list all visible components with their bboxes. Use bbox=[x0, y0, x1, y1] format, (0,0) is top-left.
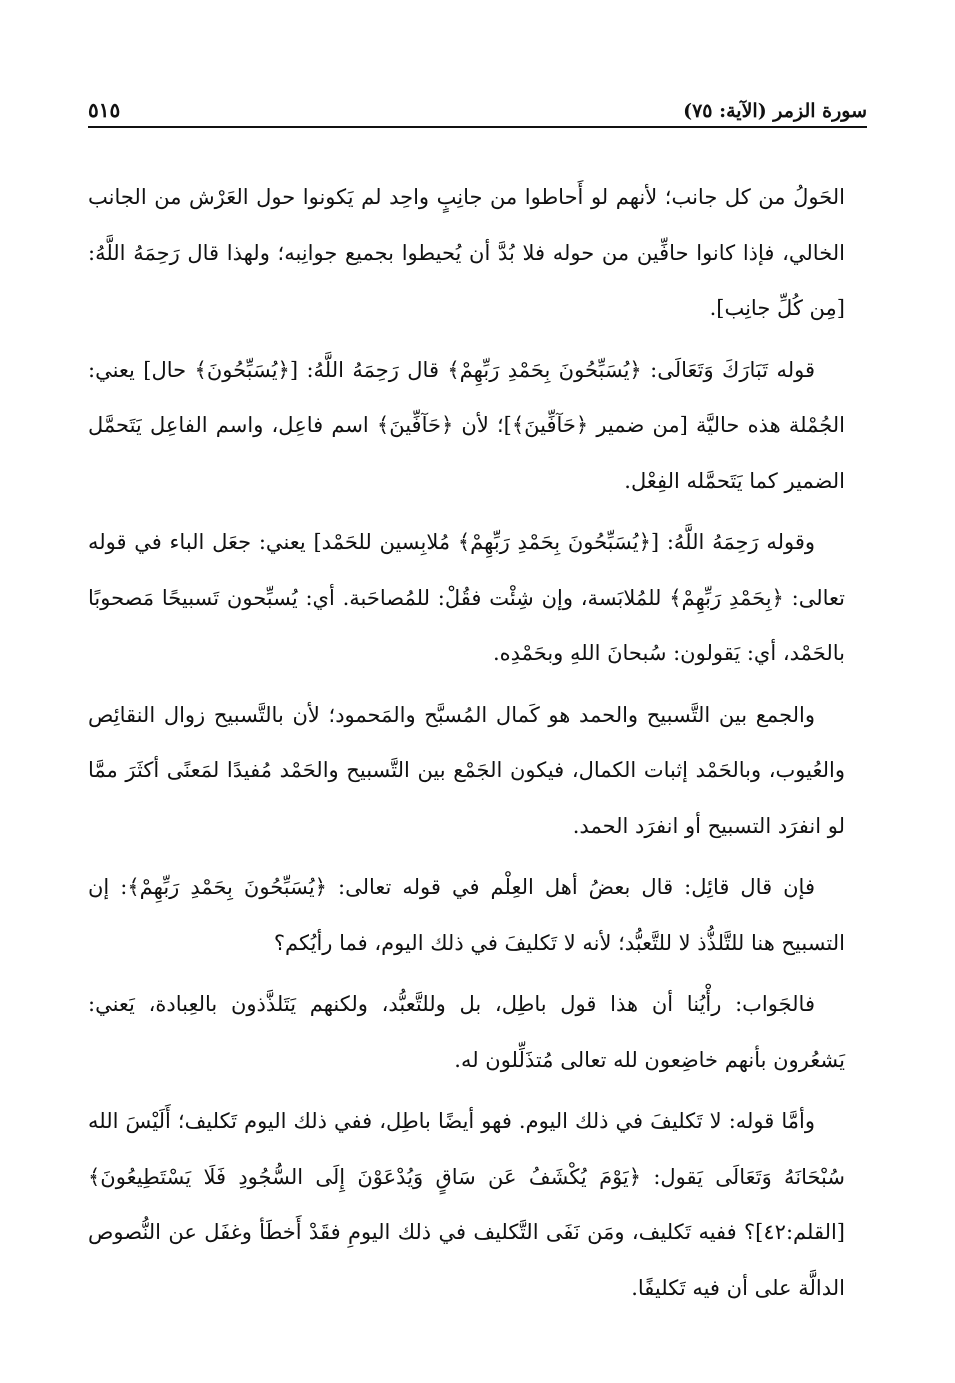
page-number: ٥١٥ bbox=[88, 98, 121, 122]
paragraph: وقوله رَحِمَهُ اللَّهُ: [﴿يُسَبِّحُونَ بِحَمْدِ رَبِّهِمْ﴾ مُلابِسين للحَمْد] يعني: جعَل الباء في قوله تعالى: ﴿بِحَمْدِ رَبِّهِمْ﴾ للمُلابَسة، وإن شِئْت فقُلْ: للمُصاحَبة. أي: يُسبِّحون تَسبيحًا مَصحوبًا بالحَمْد، أي: يَقولون: سُبحانَ اللهِ وبحَمْدِه. bbox=[88, 530, 845, 665]
paragraph: والجمع بين التَّسبيح والحمد هو كَمال المُسبَّح والمَحمود؛ لأن بالتَّسبيح زوال النقائِص والعُيوب، وبالحَمْد إثبات الكمال، فيكون الجَمْع بين التَّسبيح والحَمْد مُفيدًا لمَعنًى أكثَرَ ممَّا لو انفرَد التسبيح أو انفرَد الحمد. bbox=[88, 702, 845, 838]
paragraph: فالجَواب: رأْيُنا أن هذا قول باطِل، بل وللتَّعبُّد، ولكنهم يَتَلذَّذون بالعِبادة، يَعني: يَشعُرون بأنهم خاضِعون لله تعالى مُتذَلِّلون له. bbox=[88, 992, 845, 1072]
paragraph: قوله تَبَارَكَ وَتَعَالَى: ﴿يُسَبِّحُونَ بِحَمْدِ رَبِّهِمْ﴾ قال رَحِمَهُ اللَّهُ: [﴿يُسَبِّحُونَ﴾ حال] يعني: الجُمْلة هذه حاليَّة [من ضمير ﴿حَآفِّينَ﴾]؛ لأن ﴿حَآفِّينَ﴾ اسم فاعِل، واسم الفاعِل يَتَحمَّل الضمير كما يَتَحمَّله الفِعْل. bbox=[88, 357, 845, 493]
page-body bbox=[88, 170, 845, 1322]
paragraph: وأمَّا قوله: لا تَكليفَ في ذلك اليوم. فهو أيضًا باطِل، ففي ذلك اليوم تَكليف؛ أَلَيْسَ الله سُبْحَانَهُ وَتَعَالَى يَقول: ﴿يَوْمَ يُكْشَفُ عَن سَاقٍ وَيُدْعَوْنَ إِلَى السُّجُودِ فَلَا يَسْتَطِيعُونَ﴾ [القلم:٤٢]؟ ففيه تَكليف، ومَن نَفَى التَّكليف في ذلك اليومِ فقَدْ أَخطَأ وغفَل عن النُّصوص الدالَّة على أن فيه تَكليفًا. bbox=[88, 1109, 845, 1300]
paragraph: فإن قال قائِل: قال بعضُ أهل العِلْم في قوله تعالى: ﴿يُسَبِّحُونَ بِحَمْدِ رَبِّهِمْ﴾: إن التسبيح هنا للتَّلذُّذ لا للتَّعبُّد؛ لأنه لا تَكليفَ في ذلك اليوم، فما رأيُكم؟ bbox=[88, 875, 845, 955]
paragraph: الحَولُ من كل جانب؛ لأنهم لو أَحاطوا من جانِبٍ واحِد لم يَكونوا حول العَرْش من الجانب الخالي، فإذا كانوا حافِّين من حوله فلا بُدَّ أن يُحيطوا بجميع جوانِبه؛ ولهذا قال رَحِمَهُ اللَّهُ: [مِن كُلِّ جانِب]. bbox=[88, 185, 845, 320]
page-header bbox=[88, 88, 867, 128]
running-title: سورة الزمر (الآية: ٧٥) bbox=[683, 100, 867, 122]
